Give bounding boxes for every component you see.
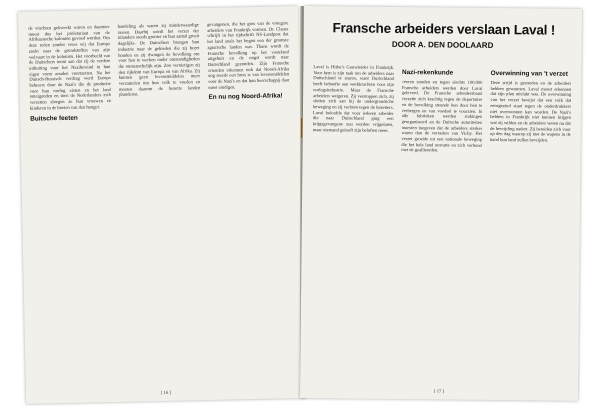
left-col1-text: de vruchten gekweekt waren en daarmee moest dus het proletariaat van de Afrikaansche koloniën gevoed worden. Om deze reden zonder vrees wij dat Europa zoekt naar de grondstoffen van zijn welvaart in de koloniën. Het voorbeeld van de Duitschers toont aan dat zij de verdere uitbuiting voor het Nazibewind in hun eigen vorm zouden voortzetten. Na het Duitsch-Russisch verdrag werd Europa beheerst door de Nazi's die de productie voor hun oorlog eisten en het land onteigenden en toen de Nederlanders zich verzetten sloegen ze hun vrouwen en kinderen in de boeien van den honger. (28, 23, 112, 111)
right-section-heading-1: Nazi-rekenkunde (401, 69, 454, 77)
left-col2-text: handeling als waren zij minderwaardige rassen. Daarbij wordt het verzet der inlanders steeds grooter en hun aantal groeit dagelijks. De Duitschers brengen hun industrie naar de gebieden die zij bezet houden en zij dwingen de bevolking om voor hen te werken onder omstandigheden die onmenschelijk zijn. Zoo vernietigen zij den rijkdom van Europa en van Afrika. Zij kunnen geen levensmiddelen meer verzamelen om hun volk te voeden en moeten daarom de bezette landen plunderen. (117, 22, 201, 98)
right-col1-text: Laval is Hitler's Gouwleider in Frankrijk. Voor hem is zijn taak om de arbeiders naar Duitschland te sturen, want Duitschland heeft behoefte aan werkkrachten voor zijn oorlogsindustrie. Maar de Fransche arbeiders weigeren. Zij verstoppen zich, zij sluiten zich aan bij de ondergrondsche beweging en zij vechten tegen de bezetters. Laval beloofde dat voor iederen arbeider die naar Duitschland ging een krijgsgevangene zou worden vrijgelaten, maar niemand gelooft zijn beloften meer. (312, 64, 395, 133)
left-column-2 (118, 22, 207, 384)
right-section-heading-2: Overwinning van 't verzet (490, 69, 568, 78)
right-column-3 (487, 66, 571, 383)
article-byline: DOOR A. DEN DOOLAARD (391, 39, 494, 50)
left-column-3 (207, 20, 296, 382)
right-page-number: [ 17 ] (434, 388, 445, 394)
left-page-number: [ 16 ] (160, 389, 171, 395)
left-column-1 (28, 24, 117, 386)
right-page (300, 6, 582, 401)
article-title: Fransche arbeiders verslaan Laval ! (332, 20, 556, 38)
left-col3-text: gevangenen, die het gros van de vroegere arbeiders van Frankrijk vormen. Dr. Clauss schrijft in het tijdschrift NS-Landpost dat het land zoals het begon een der grootste agrarische landen was. Thans wordt de Fransche bevolking op het vasteland uitgebuit en de oogst wordt naar Duitschland gezonden. Zijn Fransche vrienden erkennen ook dat Noord-Afrika nog steeds een bron is van levensmiddelen voor de Nazi's en dat hun heerschappij daar moet eindigen. (206, 20, 290, 90)
right-column-2 (399, 65, 483, 382)
right-col3-text: Deze strijd is gestreden en de arbeiders hebben gewonnen. Laval moest erkennen dat zijn plan mislukt was. De overwinning van het verzet bewijst dat een volk dat eensgezind staat tegen de onderdrukkers niet overwonnen kan worden. De Nazi's hebben in Frankrijk niet kunnen krijgen wat zij wilden en de arbeiders weten nu dat de bevrijding nadert. Zij bereiden zich voor op den dag waarop zij met de wapens in de hand hun land zullen bevrijden. (489, 79, 572, 143)
left-section-heading-1: Buitsche feeten (30, 114, 78, 123)
left-page-columns (28, 20, 295, 385)
left-section-heading-2: En nu nog Noord-Afrika! (208, 92, 283, 102)
right-col2-text: ceeren zouden en tegen slechts 100.000 Fransche arbeiders werden door Laval geleverd. De Fransche arbeidersbond verzette zich krachtig tegen de deportaties en de bevolking steunde hen door hen te verbergen en van voedsel te voorzien. In alle fabrieken werden stakingen georganiseerd en de Duitsche autoriteiten moesten toegeven dat de arbeiders sterker waren dan de verraders van Vichy. Het verzet groeide tot een nationale beweging die het hele land omvatte en zich verbond met de geallieerden. (401, 79, 483, 153)
right-page-columns (310, 64, 571, 383)
left-page (18, 6, 306, 404)
right-column-1 (310, 64, 394, 381)
